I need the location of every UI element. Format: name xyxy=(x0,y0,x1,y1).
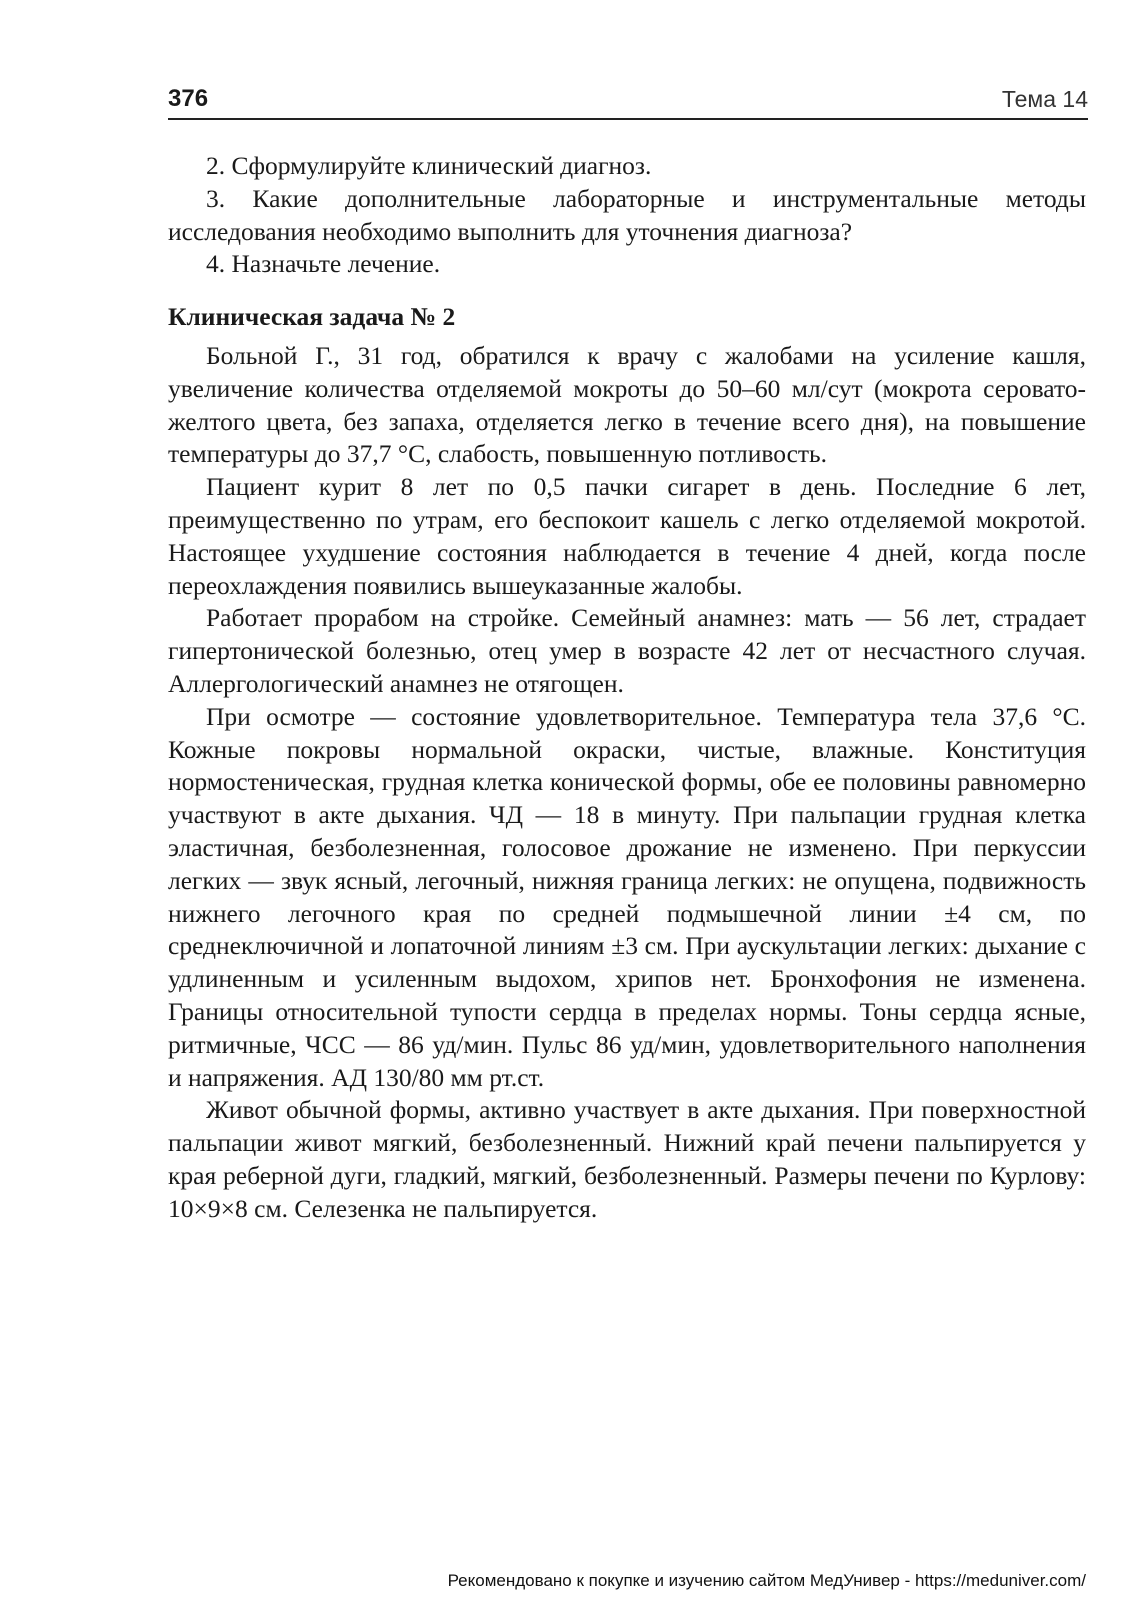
task-title: Клиническая задача № 2 xyxy=(168,302,456,332)
running-head: Тема 14 xyxy=(1001,86,1088,112)
task-paragraph-abdomen: Живот обычной формы, активно участвует в акте дыхания. При поверхностной пальпации живот мягкий, безболезненный. Нижний край печени пальпируется у края реберной дуги, гладкий, мягкий, безболезненный. Размеры печени по Курлову: 10×9×8 см. Селезенка не пальпируется. xyxy=(168,1095,1086,1223)
page-number: 376 xyxy=(168,85,209,112)
page-header xyxy=(168,84,1088,124)
task-paragraph-history: Пациент курит 8 лет по 0,5 пачки сигарет в день. Последние 6 лет, преимущественно по утрам, его беспокоит кашель с легко отделяемой мокротой. Настоящее ухудшение состояния наблюдается в течение 4 дней, когда после переохлаждения появились вышеуказанные жалобы. xyxy=(168,472,1086,600)
footer-note: Рекомендовано к покупке и изучению сайтом МедУнивер - https://meduniver.com/ xyxy=(447,1571,1086,1590)
page-content xyxy=(168,150,1086,1226)
task-paragraph-complaints: Больной Г., 31 год, обратился к врачу с жалобами на усиление кашля, увеличение количества отделяемой мокроты до 50–60 мл/сут (мокрота серовато-желтого цвета, без запаха, отделяется легко в течение всего дня), на повышение температуры до 37,7 °С, слабость, повышенную потливость. xyxy=(168,340,1086,469)
question-item: 2. Сформулируйте клинический диагноз. xyxy=(206,151,652,180)
question-item: 4. Назначьте лечение. xyxy=(206,249,441,279)
task-paragraph-anamnesis: Работает прорабом на стройке. Семейный анамнез: мать — 56 лет, страдает гипертонической болезнью, отец умер в возрасте 42 лет от несчастного случая. Аллергологический анамнез не отягощен. xyxy=(168,603,1086,698)
question-item: 3. Какие дополнительные лабораторные и инструментальные методы исследования необходимо выполнить для уточнения диагноза? xyxy=(168,183,1086,246)
header-rule xyxy=(168,118,1088,120)
task-paragraph-examination: При осмотре — состояние удовлетворительное. Температура тела 37,6 °С. Кожные покровы нормальной окраски, чистые, влажные. Конституция нормостеническая, грудная клетка конической формы, обе ее половины равномерно участвуют в акте дыхания. ЧД — 18 в минуту. При пальпации грудная клетка эластичная, безболезненная, голосовое дрожание не изменено. При перкуссии легких — звук ясный, легочный, нижняя граница легких: не опущена, подвижность нижнего легочного края по средней подмышечной линии ±4 см, по среднеключичной и лопаточной линиям ±3 см. При аускультации легких: дыхание с удлиненным и усиленным выдохом, хрипов нет. Бронхофония не изменена. Границы относительной тупости сердца в пределах нормы. Тоны сердца ясные, ритмичные, ЧСС — 86 уд/мин. Пульс 86 уд/мин, удовлетворительного наполнения и напряжения. АД 130/80 мм рт.ст. xyxy=(168,701,1086,1092)
